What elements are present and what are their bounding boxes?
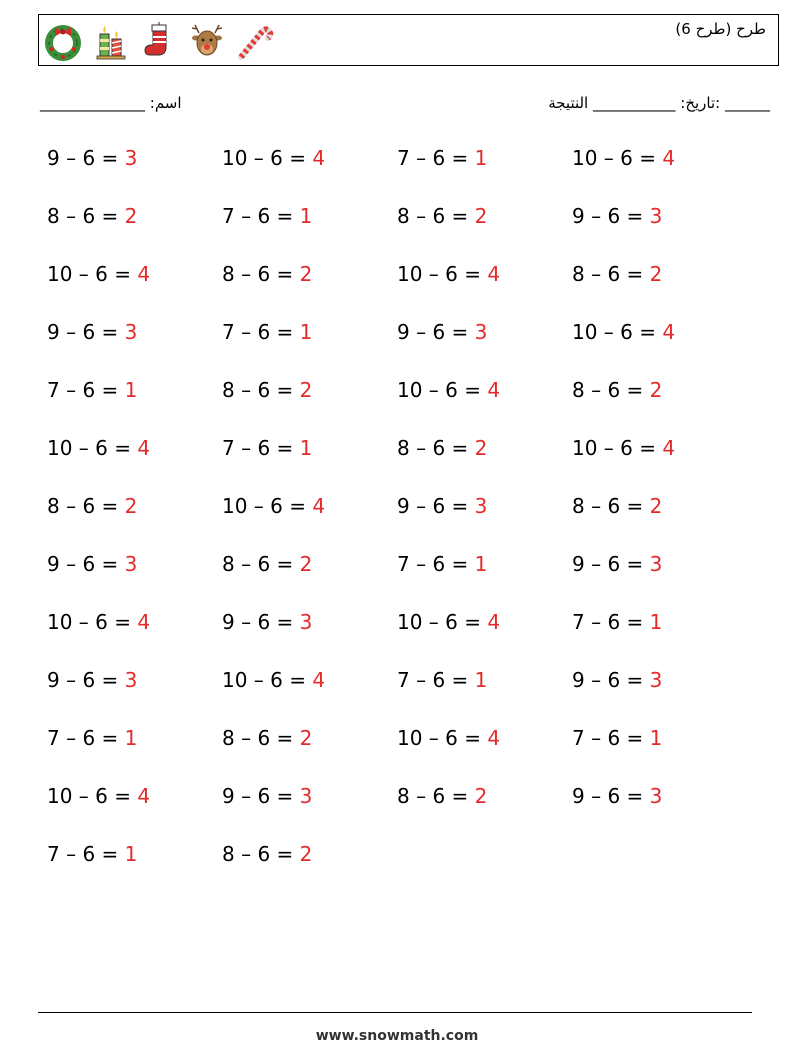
problem-expression: 9 – 6 = [47,668,125,692]
problem-answer: 2 [299,842,313,866]
problem-answer: 3 [474,320,488,344]
problem-expression: 9 – 6 = [572,668,650,692]
problem-expression: 9 – 6 = [47,552,125,576]
problem-answer: 1 [474,146,488,170]
problem-answer: 4 [487,726,501,750]
reindeer-icon [187,21,227,61]
problem-expression: 10 – 6 = [572,320,663,344]
problem-answer: 3 [649,784,663,808]
problem-expression: 10 – 6 = [222,146,313,170]
problem-answer: 3 [124,668,138,692]
problem-expression: 8 – 6 = [222,842,300,866]
problem-answer: 2 [299,552,313,576]
problem-item [47,262,150,286]
problem-answer: 1 [299,204,313,228]
problem-item [47,784,150,808]
stocking-icon [139,21,179,61]
problem-item [47,726,137,750]
problem-item [572,494,662,518]
problem-item [222,378,312,402]
name-field: اسم: ______________ [40,94,182,112]
problem-item [572,320,675,344]
problem-answer: 2 [474,204,488,228]
footer-divider [38,1012,752,1013]
problem-expression: 10 – 6 = [397,378,488,402]
problem-expression: 8 – 6 = [222,552,300,576]
problem-expression: 9 – 6 = [222,784,300,808]
problem-item [47,610,150,634]
problem-expression: 8 – 6 = [397,204,475,228]
problem-item [397,494,487,518]
problem-answer: 2 [299,726,313,750]
problem-answer: 1 [124,726,138,750]
problem-answer: 4 [312,668,326,692]
problem-answer: 4 [137,610,151,634]
problem-answer: 1 [649,726,663,750]
candy-cane-icon [235,21,275,61]
problem-expression: 7 – 6 = [397,552,475,576]
problem-item [397,146,487,170]
problem-expression: 7 – 6 = [572,610,650,634]
problem-answer: 3 [649,668,663,692]
problem-expression: 10 – 6 = [397,726,488,750]
problem-item [572,610,662,634]
problem-item [47,320,137,344]
problem-item [47,552,137,576]
problem-item [47,668,137,692]
problem-item [222,262,312,286]
problem-answer: 2 [299,378,313,402]
problem-item [47,146,137,170]
holiday-icons [43,21,275,61]
problem-expression: 7 – 6 = [47,726,125,750]
problem-item [222,204,312,228]
problem-answer: 2 [649,262,663,286]
problem-answer: 4 [312,146,326,170]
problem-answer: 2 [649,378,663,402]
problem-item [397,262,500,286]
problem-answer: 4 [487,262,501,286]
problem-item [572,262,662,286]
problem-answer: 4 [662,436,676,460]
worksheet-header [38,14,779,66]
problem-expression: 7 – 6 = [222,436,300,460]
problem-expression: 10 – 6 = [572,146,663,170]
problem-expression: 9 – 6 = [397,320,475,344]
problem-expression: 8 – 6 = [47,204,125,228]
problem-expression: 8 – 6 = [222,378,300,402]
problem-expression: 8 – 6 = [572,378,650,402]
problem-answer: 3 [299,610,313,634]
problem-item [397,726,500,750]
problem-answer: 4 [662,146,676,170]
problem-item [222,320,312,344]
problem-item [47,436,150,460]
problem-answer: 3 [649,552,663,576]
problem-answer: 3 [124,552,138,576]
problem-item [222,146,325,170]
problem-expression: 8 – 6 = [572,494,650,518]
problem-expression: 7 – 6 = [222,320,300,344]
problem-item [222,842,312,866]
problem-answer: 4 [137,262,151,286]
problem-answer: 2 [474,784,488,808]
problem-answer: 1 [474,668,488,692]
problem-answer: 3 [124,320,138,344]
problem-answer: 2 [474,436,488,460]
problem-item [397,204,487,228]
problem-item [572,784,662,808]
date-score-field: ______ :تاريخ: ___________ النتيجة [548,94,770,112]
problem-item [222,610,312,634]
problem-answer: 1 [299,320,313,344]
problem-expression: 7 – 6 = [47,378,125,402]
problem-answer: 4 [662,320,676,344]
problem-expression: 7 – 6 = [572,726,650,750]
problem-item [222,668,325,692]
problem-item [572,726,662,750]
problem-answer: 4 [312,494,326,518]
problem-item [397,320,487,344]
problem-answer: 3 [649,204,663,228]
problem-expression: 9 – 6 = [572,552,650,576]
problem-expression: 9 – 6 = [572,204,650,228]
problem-answer: 1 [474,552,488,576]
problem-expression: 10 – 6 = [397,610,488,634]
problem-answer: 4 [487,378,501,402]
problem-item [572,146,675,170]
problem-item [572,204,662,228]
problem-item [222,784,312,808]
problem-item [397,784,487,808]
problem-item [397,668,487,692]
problem-answer: 2 [299,262,313,286]
problem-expression: 8 – 6 = [397,436,475,460]
problem-answer: 1 [649,610,663,634]
problem-answer: 2 [124,204,138,228]
problem-answer: 1 [124,378,138,402]
problem-expression: 10 – 6 = [47,262,138,286]
problem-expression: 10 – 6 = [397,262,488,286]
problem-expression: 7 – 6 = [397,668,475,692]
candles-icon [91,21,131,61]
wreath-icon [43,21,83,61]
problem-item [222,494,325,518]
problem-item [397,436,487,460]
problem-expression: 9 – 6 = [47,320,125,344]
problem-item [572,668,662,692]
problem-item [397,378,500,402]
problem-expression: 7 – 6 = [47,842,125,866]
problem-expression: 8 – 6 = [222,726,300,750]
problem-answer: 4 [487,610,501,634]
problem-expression: 10 – 6 = [572,436,663,460]
problem-expression: 7 – 6 = [397,146,475,170]
problem-item [572,436,675,460]
problem-expression: 9 – 6 = [397,494,475,518]
problem-expression: 9 – 6 = [222,610,300,634]
problem-expression: 10 – 6 = [47,784,138,808]
problem-answer: 2 [649,494,663,518]
problem-expression: 10 – 6 = [47,610,138,634]
problem-answer: 1 [124,842,138,866]
problem-answer: 4 [137,436,151,460]
problem-answer: 3 [124,146,138,170]
worksheet-title: طرح (طرح 6) [675,20,766,38]
problem-expression: 8 – 6 = [47,494,125,518]
problem-expression: 9 – 6 = [47,146,125,170]
problem-expression: 10 – 6 = [222,494,313,518]
problem-item [572,378,662,402]
problem-answer: 2 [124,494,138,518]
problem-item [47,378,137,402]
problem-item [222,726,312,750]
problem-item [47,842,137,866]
problem-item [397,610,500,634]
problem-expression: 10 – 6 = [47,436,138,460]
problem-expression: 8 – 6 = [397,784,475,808]
problem-item [572,552,662,576]
problem-answer: 3 [474,494,488,518]
problem-item [222,552,312,576]
problem-item [47,494,137,518]
problem-expression: 7 – 6 = [222,204,300,228]
problem-answer: 1 [299,436,313,460]
problem-answer: 3 [299,784,313,808]
problem-answer: 4 [137,784,151,808]
problem-expression: 9 – 6 = [572,784,650,808]
problem-expression: 8 – 6 = [222,262,300,286]
problem-item [222,436,312,460]
problem-expression: 8 – 6 = [572,262,650,286]
problem-item [397,552,487,576]
footer-site: www.snowmath.com [315,1028,479,1044]
problem-expression: 10 – 6 = [222,668,313,692]
problem-item [47,204,137,228]
